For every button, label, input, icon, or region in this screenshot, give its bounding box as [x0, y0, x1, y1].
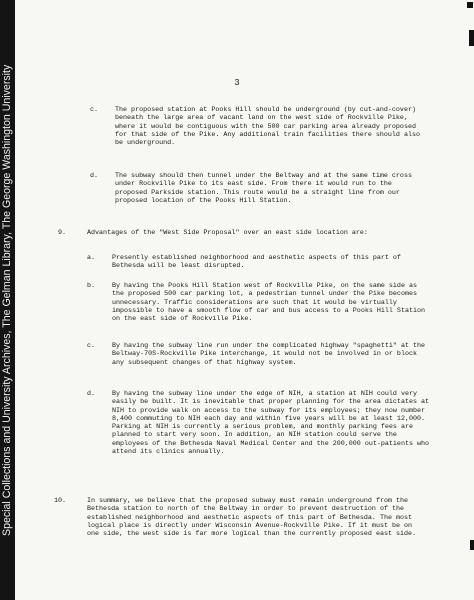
item-marker: d.: [87, 390, 96, 398]
scan-edge-mark: [469, 30, 474, 46]
section-text: In summary, we believe that the proposed subway must remain underground from the Bethesda station to north of the Beltway in order to prevent destruction of the established neighborhood and aesthetic aspects of this part of Bethesda. The most logical place is directly under Wisconsin Avenue-Rockville Pike. If it must be on one side, the west side is far more logical than the currently proposed east side.: [87, 497, 417, 539]
item-text: By having the subway line run under the complicated highway "spaghetti" at the Beltway-70S-Rockville Pike interchange, it would not be involved in or block any subsequent changes of that highway system.: [112, 342, 426, 367]
scan-edge-mark: [467, 2, 473, 8]
item-text: The subway should then tunnel under the Beltway and at the same time cross under Rockville Pike to its east side. From there it would run to the proposed Parkside station. This route would be a straight line from our proposed location of the Pooks Hill Station.: [115, 172, 412, 205]
item-marker: a.: [87, 254, 96, 262]
item-marker: d.: [90, 172, 99, 180]
item-text: By having the Pooks Hill Station west of Rockville Pike, on the same side as the proposed 500 car parking lot, a pedestrian tunnel under the Pike becomes unnecessary. Traffic considerations are such that it would be virtually impossible to have a smooth flow of car and bus access to a Pooks Hill Station on the east side of Rockville Pike.: [112, 282, 426, 324]
scan-edge-mark: [470, 540, 474, 550]
section-marker: 9.: [58, 229, 67, 237]
archive-credit: Special Collections and University Archives, The Gelman Library, The George Washington University: [1, 64, 13, 536]
section-heading: Advantages of the "West Side Proposal" over an east side location are:: [87, 229, 368, 237]
item-text: By having the subway line under the edge of NIH, a station at NIH could very easily be built. It is inevitable that proper planning for the area dictates at NIH to provide walk on access to the subway for its employees; they now number 8,400 commuting to NIH each day and within five years will be at least 12,000. Parking at NIH is currently a serious problem, and monthly parking fees are planned to start very soon. In addition, an NIH station could serve the employees of the Bethesda Naval Medical Center and the 200,000 out-patients who attend its clinics annually.: [112, 390, 430, 457]
page-number: 3: [234, 78, 240, 88]
item-marker: b.: [87, 282, 96, 290]
item-marker: c.: [90, 106, 99, 114]
item-marker: c.: [87, 342, 96, 350]
item-text: Presently established neighborhood and aesthetic aspects of this part of Bethesda will be least disrupted.: [112, 254, 401, 271]
section-marker: 10.: [54, 497, 67, 505]
item-text: The proposed station at Pooks Hill should be underground (by cut-and-cover) beneath the large area of vacant land on the west side of Rockville Pike, where it would be contiguous with the 500 car parking area already proposed for that side of the Pike. Any additional train facilities there should also be underground.: [115, 106, 420, 148]
archive-side-strip: [0, 0, 15, 600]
